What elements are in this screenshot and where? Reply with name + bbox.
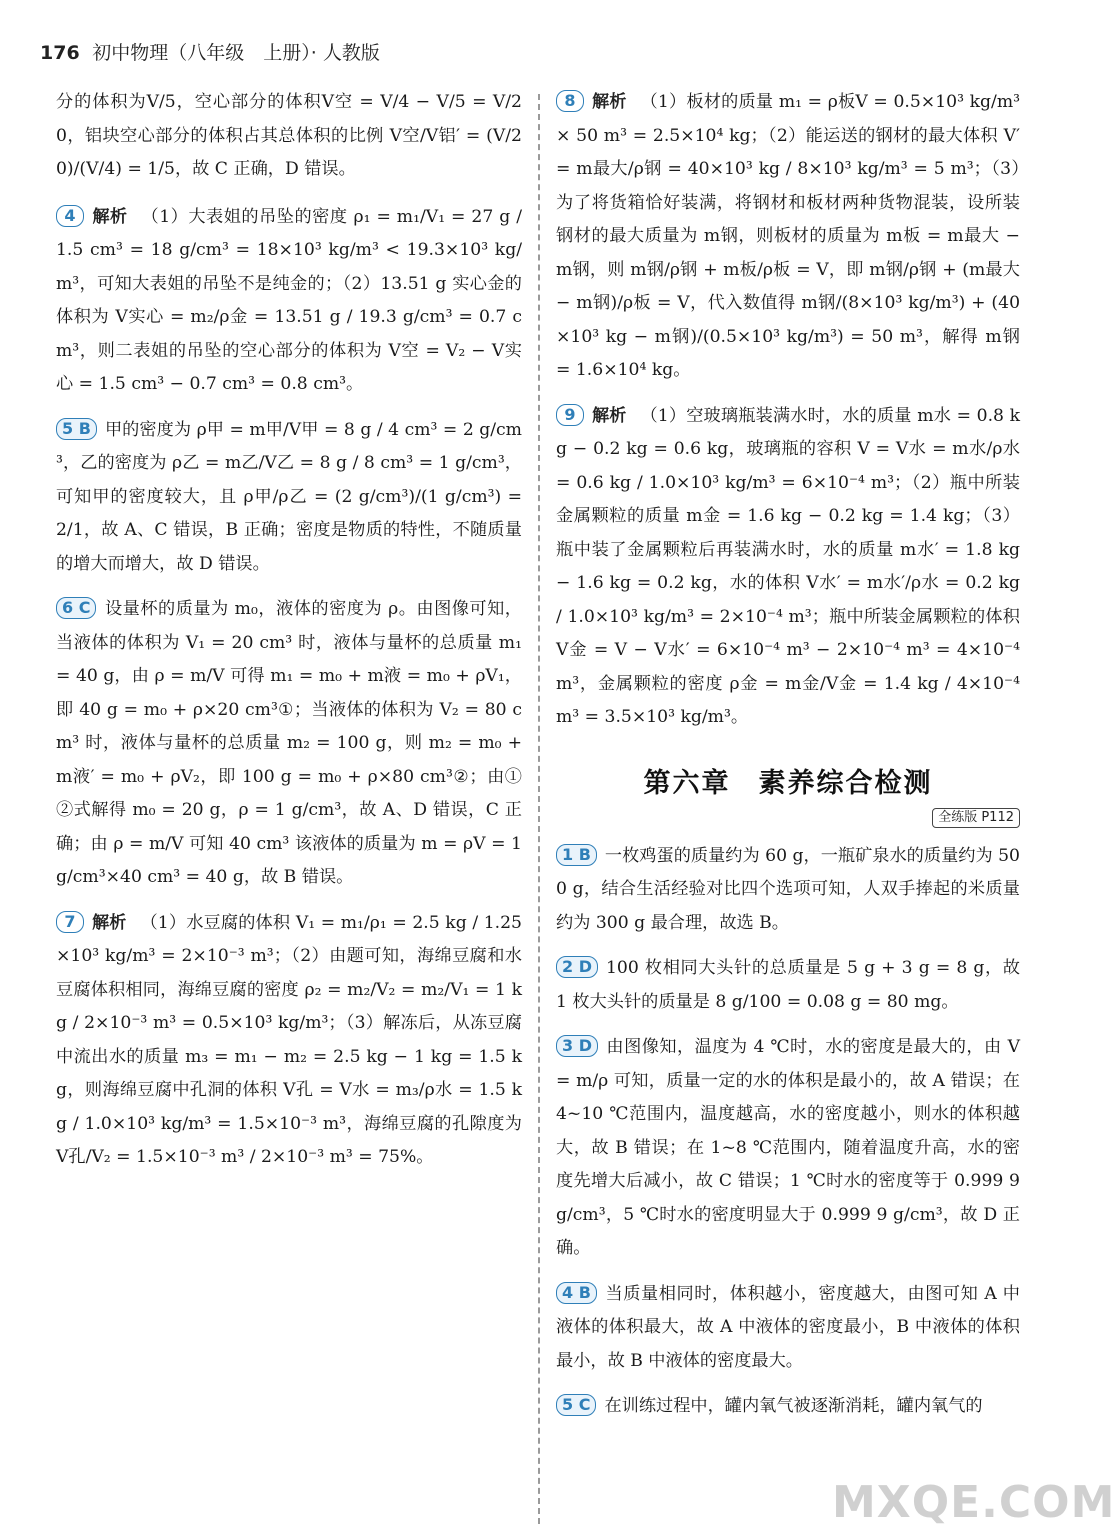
answer-item-4 (56, 201, 522, 402)
answer-text: （1）板材的质量 m₁ = ρ板V = 0.5×10³ kg/m³ × 50 m³ = 2.5×10⁴ kg；（2）能运送的钢材的最大体积 V′ = m最大/ρ钢 = 40×10³ kg / 8×10³ kg/m³ = 5 m³；（3）为了将货箱恰好装满，将钢材和板材两种货物混装，设所装钢材的最大质量为 m钢，则板材的质量为 m板 = m最大 − m钢，则 m钢/ρ钢 + m板/ρ板 = V，即 m钢/ρ钢 + (m最大 − m钢)/ρ板 = V，代入数值得 m钢/(8×10³ kg/m³) + (40×10³ kg − m钢)/(0.5×10³ kg/m³) = 50 m³，解得 m钢 = 1.6×10⁴ kg。 (556, 92, 1021, 380)
question-number-badge: 6 C (56, 597, 96, 619)
answer-text: 分的体积为V/5，空心部分的体积V空 = V/4 − V/5 = V/20，铝块空心部分的体积占其总体积的比例 V空/V铝′ = (V/20)/(V/4) = 1/5，故 C 正确，D 错误。 (56, 92, 522, 179)
question-number-badge: 8 (556, 90, 584, 112)
question-number-badge: 7 (56, 911, 84, 933)
analysis-label: 解析 (592, 405, 627, 426)
page-header (40, 38, 380, 66)
answer-item-6 (56, 593, 522, 895)
question-number-badge: 5 B (56, 418, 97, 440)
analysis-label: 解析 (92, 912, 127, 933)
question-number-badge: 2 D (556, 956, 598, 978)
analysis-label: 解析 (92, 206, 128, 227)
chapter-item-3 (556, 1031, 1020, 1266)
book-title: 初中物理（八年级 上册）· 人教版 (92, 42, 380, 64)
chapter-item-2 (556, 952, 1020, 1019)
question-number-badge: 1 B (556, 844, 597, 866)
answer-text: （1）空玻璃瓶装满水时，水的质量 m水 = 0.8 kg − 0.2 kg = 0.6 kg，玻璃瓶的容积 V = V水 = m水/ρ水 = 0.6 kg / 1.0×10³ kg/m³ = 6×10⁻⁴ m³；（2）瓶中所装金属颗粒的质量 m金 = 1.6 kg − 0.2 kg = 1.4 kg；（3）瓶中装了金属颗粒后再装满水时，水的质量 m水′ = 1.8 kg − 1.6 kg = 0.2 kg，水的体积 V水′ = m水′/ρ水 = 0.2 kg / 1.0×10³ kg/m³ = 2×10⁻⁴ m³；瓶中所装金属颗粒的体积 V金 = V − V水′ = 6×10⁻⁴ m³ − 2×10⁻⁴ m³ = 4×10⁻⁴ m³，金属颗粒的密度 ρ金 = m金/V金 = 1.4 kg / 4×10⁻⁴ m³ = 3.5×10³ kg/m³。 (556, 405, 1020, 727)
chapter-title: 素养综合检测 (758, 767, 933, 799)
question-number-badge: 4 (56, 205, 84, 227)
answer-item-7 (56, 907, 522, 1175)
site-watermark: MXQE.COM (832, 1477, 1115, 1528)
chapter-item-4 (556, 1278, 1020, 1379)
answer-item-5 (56, 414, 522, 582)
answer-text: 100 枚相同大头针的总质量是 5 g + 3 g = 8 g，故 1 枚大头针的质量是 8 g/100 = 0.08 g = 80 mg。 (556, 958, 1020, 1012)
question-number-badge: 3 D (556, 1035, 598, 1057)
right-column (556, 86, 1020, 1436)
question-number-badge: 4 B (556, 1282, 597, 1304)
chapter-name: 第六章 (643, 767, 731, 799)
reference-row (556, 806, 1020, 828)
answer-text: （1）水豆腐的体积 V₁ = m₁/ρ₁ = 2.5 kg / 1.25×10³ kg/m³ = 2×10⁻³ m³；（2）由题可知，海绵豆腐和水豆腐体积相同，海绵豆腐的密度 ρ₂ = m₂/V₂ = m₂/V₁ = 1 kg / 2×10⁻³ m³ = 0.5×10³ kg/m³；（3）解冻后，从冻豆腐中流出水的质量 m₃ = m₁ − m₂ = 2.5 kg − 1 kg = 1.5 kg，则海绵豆腐中孔洞的体积 V孔 = V水 = m₃/ρ水 = 1.5 kg / 1.0×10³ kg/m³ = 1.5×10⁻³ m³，海绵豆腐的孔隙度为 V孔/V₂ = 1.5×10⁻³ m³ / 2×10⁻³ m³ = 75%。 (56, 912, 522, 1167)
chapter-item-1 (556, 840, 1020, 941)
analysis-label: 解析 (592, 92, 627, 112)
answer-text: 甲的密度为 ρ甲 = m甲/V甲 = 8 g / 4 cm³ = 2 g/cm³，乙的密度为 ρ乙 = m乙/V乙 = 8 g / 8 cm³ = 1 g/cm³，可知甲的密度较大，且 ρ甲/ρ乙 = (2 g/cm³)/(1 g/cm³) = 2/1，故 A、C 错误，B 正确；密度是物质的特性，不随质量的增大而增大，故 D 错误。 (56, 419, 522, 574)
answer-text: 由图像知，温度为 4 ℃时，水的密度是最大的，由 V = m/ρ 可知，质量一定的水的体积是最小的，故 A 错误；在 4~10 ℃范围内，温度越高，水的密度越小，则水的体积越大，故 B 错误；在 1~8 ℃范围内，随着温度升高，水的密度先增大后减小，故 C 错误；1 ℃时水的密度等于 0.999 9 g/cm³，5 ℃时水的密度明显大于 0.999 9 g/cm³，故 D 正确。 (556, 1037, 1020, 1258)
page-number: 176 (40, 42, 80, 64)
chapter-heading (556, 761, 1020, 800)
answer-item-8 (556, 86, 1020, 388)
chapter-item-5 (556, 1390, 1020, 1424)
answer-text: 在训练过程中，罐内氧气被逐渐消耗，罐内氧气的 (604, 1396, 983, 1416)
answer-text: 当质量相同时，体积越小，密度越大，由图可知 A 中液体的体积最大，故 A 中液体的密度最小，B 中液体的体积最小，故 B 中液体的密度最大。 (556, 1283, 1020, 1371)
question-number-badge: 9 (556, 404, 584, 426)
page-reference-badge: 全练版 P112 (932, 808, 1020, 828)
answer-text: （1）大表姐的吊坠的密度 ρ₁ = m₁/V₁ = 27 g / 1.5 cm³ = 18 g/cm³ = 18×10³ kg/m³ < 19.3×10³ kg/m³，可知大表姐的吊坠不是纯金的；（2）13.51 g 实心金的体积为 V实心 = m₂/ρ金 = 13.51 g / 19.3 g/cm³ = 0.7 cm³，则二表姐的吊坠的空心部分的体积为 V空 = V₂ − V实心 = 1.5 cm³ − 0.7 cm³ = 0.8 cm³。 (56, 206, 523, 394)
answer-text: 设量杯的质量为 m₀，液体的密度为 ρ。由图像可知，当液体的体积为 V₁ = 20 cm³ 时，液体与量杯的总质量 m₁ = 40 g，由 ρ = m/V 可得 m₁ = m₀ + m液 = m₀ + ρV₁，即 40 g = m₀ + ρ×20 cm³①；当液体的体积为 V₂ = 80 cm³ 时，液体与量杯的总质量 m₂ = 100 g，则 m₂ = m₀ + m液′ = m₀ + ρV₂，即 100 g = m₀ + ρ×80 cm³②；由①②式解得 m₀ = 20 g，ρ = 1 g/cm³，故 A、D 错误，C 正确；由 ρ = m/V 可知 40 cm³ 该液体的质量为 m = ρV = 1 g/cm³×40 cm³ = 40 g，故 B 错误。 (56, 599, 522, 887)
answer-item-9 (556, 400, 1020, 735)
question-number-badge: 5 C (556, 1394, 596, 1416)
column-divider (538, 94, 540, 1524)
answer-text: 一枚鸡蛋的质量约为 60 g，一瓶矿泉水的质量约为 500 g，结合生活经验对比四个选项可知，人双手捧起的米质量约为 300 g 最合理，故选 B。 (556, 845, 1020, 933)
answer-continuation (56, 86, 522, 187)
left-column (56, 86, 522, 1187)
